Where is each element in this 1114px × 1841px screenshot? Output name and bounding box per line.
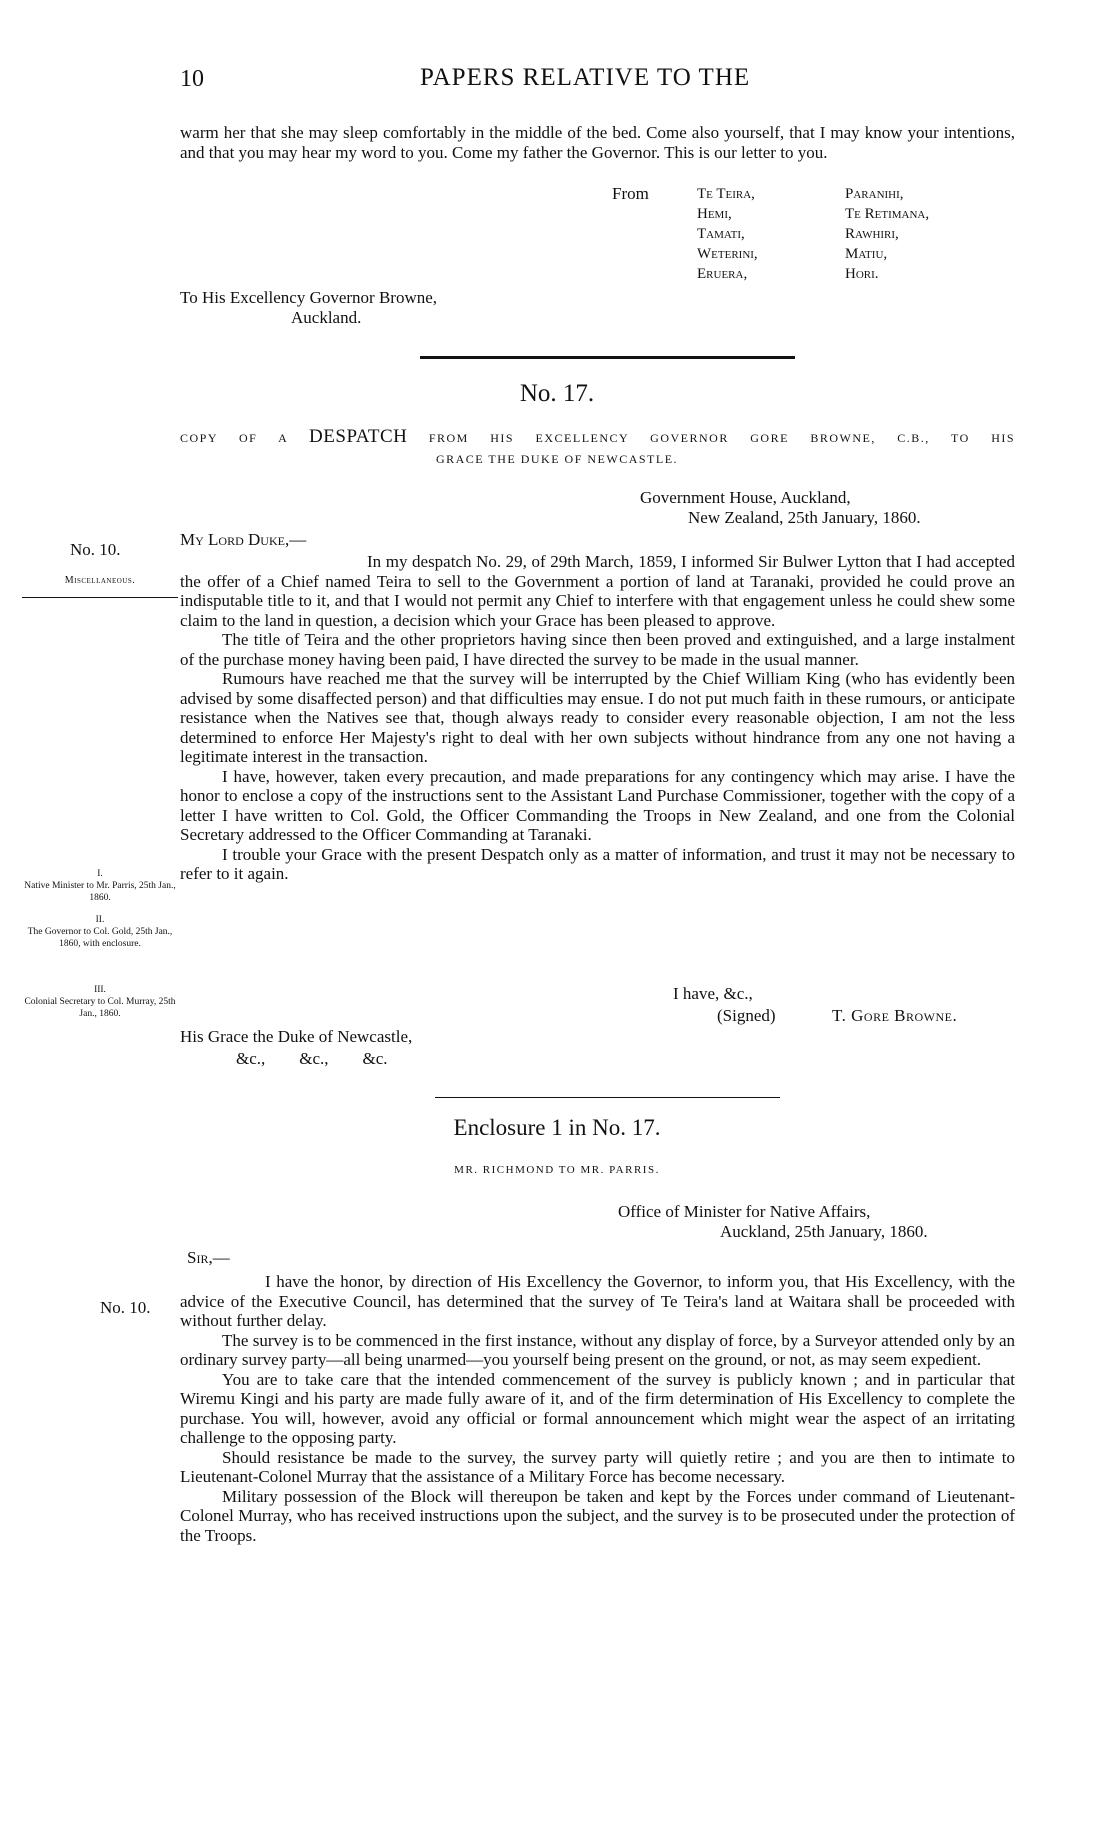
signatory: Tamati, bbox=[697, 226, 745, 242]
section-divider bbox=[420, 356, 795, 359]
signatories-col2 bbox=[845, 184, 929, 284]
margin-divider bbox=[22, 597, 178, 598]
addressee-line: Auckland. bbox=[291, 308, 362, 327]
signatory: Te Retimana, bbox=[845, 206, 930, 222]
despatch-signed-label: (Signed) bbox=[717, 1006, 776, 1025]
despatch-body bbox=[180, 552, 1015, 884]
enclosure-salutation: Sir,— bbox=[187, 1248, 230, 1267]
signatory: Weterini, bbox=[697, 246, 758, 262]
despatch-title-word: DESPATCH bbox=[309, 426, 408, 447]
margin-note-number: III. bbox=[94, 985, 106, 995]
enclosure-paragraph: Military possession of the Block will thereupon be taken and kept by the Forces under command of Lieutenant-Colonel Murray, who has received instructions upon the subject, and the survey is to be prosecuted under the protection of the Troops. bbox=[180, 1486, 1015, 1545]
enclosure-paragraph: You are to take care that the intended commencement of the survey is publicly known ; and in particular that Wiremu Kingi and his party are made fully aware of it, and of the firm determination of His Excellency to complete the purchase. You will, however, avoid any official or formal announcement which might wear the aspect of an irritating challenge to the opposing party. bbox=[180, 1369, 1015, 1447]
enclosure-paragraph: Should resistance be made to the survey, the survey party will quietly retire ; and you are then to intimate to Lieutenant-Colonel Murray that the assistance of a Military Force has become necessary. bbox=[180, 1447, 1015, 1486]
despatch-title bbox=[180, 426, 1015, 448]
addressee-line: To His Excellency Governor Browne, bbox=[180, 288, 438, 307]
section-divider bbox=[435, 1097, 780, 1098]
despatch-title-prefix: COPY OF A bbox=[180, 431, 288, 445]
page-number: 10 bbox=[180, 66, 204, 92]
running-title: PAPERS RELATIVE TO THE bbox=[420, 64, 751, 91]
margin-miscellaneous: Miscellaneous. bbox=[64, 575, 136, 586]
despatch-title-line2: GRACE THE DUKE OF NEWCASTLE. bbox=[435, 452, 679, 466]
despatch-paragraph: The title of Teira and the other proprietors having since then been proved and extinguished, and a large instalment of the purchase money having been paid, I have directed the survey to be made in the usual manner. bbox=[180, 630, 1015, 669]
margin-note-number: I. bbox=[97, 869, 103, 879]
margin-ref-no10: No. 10. bbox=[100, 1298, 151, 1317]
despatch-signature: T. Gore Browne. bbox=[832, 1006, 958, 1025]
despatch-number: No. 17. bbox=[519, 380, 595, 407]
despatch-paragraph: I trouble your Grace with the present Despatch only as a matter of information, and trust it may not be necessary to refer to it again. bbox=[180, 844, 1015, 883]
margin-note-1 bbox=[22, 868, 178, 904]
signatory: Paranihi, bbox=[845, 186, 904, 202]
margin-note-number: II. bbox=[95, 915, 105, 925]
signatories-col1 bbox=[697, 184, 758, 284]
recipient-line: &c., &c., &c. bbox=[236, 1049, 388, 1068]
margin-note-text: Colonial Secretary to Col. Murray, 25th Jan., 1860. bbox=[24, 997, 176, 1019]
despatch-sign-off: I have, &c., bbox=[673, 984, 753, 1003]
margin-note-text: Native Minister to Mr. Parris, 25th Jan., 1860. bbox=[24, 881, 176, 903]
despatch-paragraph: I have, however, taken every precaution, and made preparations for any contingency which may arise. I have the honor to enclose a copy of the instructions sent to the Assistant Land Purchase Commissioner, together with the copy of a letter I have written to Col. Gold, the Officer Commanding the Troops in New Zealand, and one from the Colonial Secretary addressed to the Officer Commanding at Taranaki. bbox=[180, 766, 1015, 844]
despatch-paragraph: Rumours have reached me that the survey will be interrupted by the Chief William King (who has evidently been advised by some disaffected person) and that difficulties may ensue. I do not put much faith in these rumours, or anticipate resistance when the Natives see that, though always ready to consider every reasonable objection, I am not the less determined to enforce Her Majesty's right to deal with her own subjects without hindrance from any one not having a legitimate interest in the transaction. bbox=[180, 669, 1015, 766]
margin-ref-no10: No. 10. bbox=[70, 540, 121, 559]
letter-closing bbox=[180, 123, 1015, 162]
signatory: Matiu, bbox=[845, 246, 888, 262]
recipient-line: His Grace the Duke of Newcastle, bbox=[180, 1027, 413, 1046]
despatch-place-line: New Zealand, 25th January, 1860. bbox=[688, 508, 921, 527]
despatch-recipient bbox=[180, 1026, 412, 1070]
signatory: Te Teira, bbox=[697, 186, 755, 202]
signatory: Hemi, bbox=[697, 206, 732, 222]
despatch-title-suffix: FROM HIS EXCELLENCY GOVERNOR GORE BROWNE, C.B., TO HIS bbox=[428, 431, 1016, 445]
signatory: Eruera, bbox=[697, 266, 748, 282]
addressee bbox=[180, 288, 437, 328]
despatch-place bbox=[640, 488, 921, 528]
enclosure-body bbox=[180, 1272, 1015, 1545]
despatch-salutation: My Lord Duke,— bbox=[180, 530, 307, 549]
enclosure-place-line: Office of Minister for Native Affairs, bbox=[618, 1202, 871, 1221]
despatch-paragraph: In my despatch No. 29, of 29th March, 1859, I informed Sir Bulwer Lytton that I had accepted the offer of a Chief named Teira to sell to the Government a portion of land at Taranaki, provided he could prove an indisputable title to it, and that I would not permit any Chief to interfere with that engagement unless he could shew some claim to the land in question, a decision which your Grace has been pleased to approve. bbox=[180, 552, 1015, 630]
enclosure-title: Enclosure 1 in No. 17. bbox=[453, 1115, 661, 1140]
signatory: Hori. bbox=[845, 266, 879, 282]
signatory: Rawhiri, bbox=[845, 226, 899, 242]
margin-note-text: The Governor to Col. Gold, 25th Jan., 1860, with enclosure. bbox=[27, 927, 173, 949]
enclosure-place bbox=[618, 1202, 928, 1242]
margin-note-2 bbox=[22, 914, 178, 950]
letter-closing-text: warm her that she may sleep comfortably in the middle of the bed. Come also yourself, that I may know your intentions, and that you may hear my word to you. Come my father the Governor. This is our letter to you. bbox=[180, 123, 1015, 162]
from-label: From bbox=[612, 184, 649, 203]
enclosure-subtitle: MR. RICHMOND TO MR. PARRIS. bbox=[454, 1164, 660, 1176]
despatch-place-line: Government House, Auckland, bbox=[640, 488, 851, 507]
enclosure-paragraph: The survey is to be commenced in the first instance, without any display of force, by a Surveyor attended only by an ordinary survey party—all being unarmed—you yourself being present on the ground, or not, as may seem expedient. bbox=[180, 1330, 1015, 1369]
enclosure-paragraph: I have the honor, by direction of His Excellency the Governor, to inform you, that His Excellency, with the advice of the Executive Council, has determined that the survey of Te Teira's land at Waitara shall be proceeded with without further delay. bbox=[180, 1272, 1015, 1330]
margin-note-3 bbox=[22, 984, 178, 1020]
enclosure-place-line: Auckland, 25th January, 1860. bbox=[720, 1222, 928, 1241]
